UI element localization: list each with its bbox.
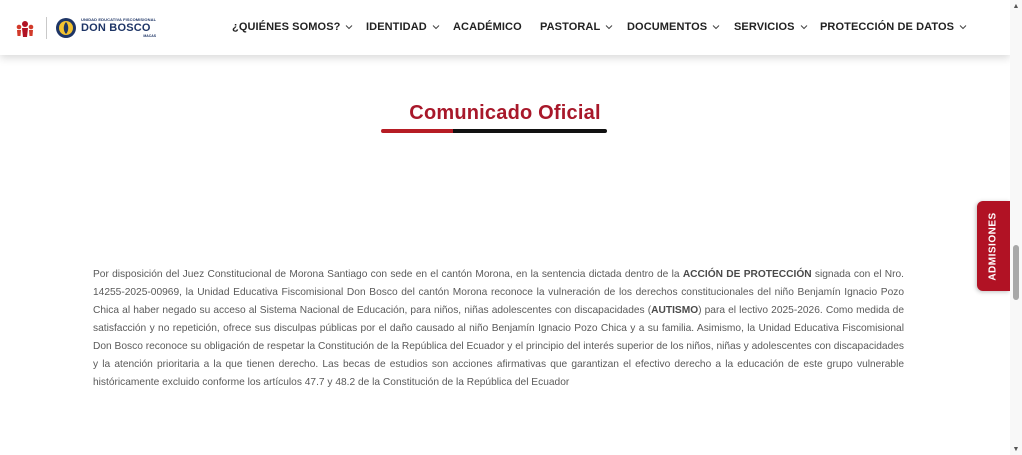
scrollbar-thumb[interactable] xyxy=(1013,245,1019,300)
paragraph-bold-text: AUTISMO xyxy=(651,305,699,317)
site-header xyxy=(0,0,1010,55)
school-city: MACAS xyxy=(143,33,157,38)
underline-black-segment xyxy=(453,129,607,133)
nav-item-pastoral[interactable] xyxy=(540,21,613,33)
nav-item-quienes-somos[interactable] xyxy=(232,21,353,33)
nav-label: ACADÉMICO xyxy=(453,21,522,33)
underline-red-segment xyxy=(381,129,453,133)
scrollbar[interactable] xyxy=(1010,0,1022,455)
page-title: Comunicado Oficial xyxy=(409,102,601,124)
paragraph-text: ) para el lectivo 2025-2026. Como medida de satisfacción y no repetición, ofrece sus disculpas públicas por el daño causado al niño Benjamín Ignacio Pozo Chica y a su familia. Asimismo, la Unidad Educativa Fiscomisional Don Bosco reconoce su obligación de respetar la Constitución de la República del Ecuador y el principio del interés superior de los niños, niñas y adolescentes con discapacidades y la atención prioritaria a la que tienen derecho. Las becas de estudios son acciones afirmativas que garantizan el efectivo derecho a la educación de este grupo vulnerable históricamente excluido conforme los artículos 47.7 y 48.2 de la Constitución de la República del Ecuador xyxy=(93,305,904,389)
nav-label: ¿QUIÉNES SOMOS? xyxy=(232,21,341,33)
scroll-down-arrow-icon[interactable]: ▼ xyxy=(1012,445,1020,453)
nav-item-proteccion-datos[interactable] xyxy=(820,21,967,33)
scroll-up-arrow-icon[interactable]: ▲ xyxy=(1012,2,1020,10)
announcement-paragraph xyxy=(93,266,904,392)
admissions-tab-label: ADMISIONES xyxy=(988,211,999,281)
school-name: DON BOSCO xyxy=(81,21,151,34)
chevron-down-icon xyxy=(432,23,440,31)
chevron-down-icon xyxy=(800,23,808,31)
nav-item-identidad[interactable] xyxy=(366,21,440,33)
chevron-down-icon xyxy=(712,23,720,31)
title-underline xyxy=(381,129,607,133)
nav-label: PASTORAL xyxy=(540,21,601,33)
chevron-down-icon xyxy=(605,23,613,31)
admissions-tab[interactable] xyxy=(977,201,1010,291)
nav-label: DOCUMENTOS xyxy=(627,21,708,33)
nav-label: SERVICIOS xyxy=(734,21,795,33)
school-type-label: UNIDAD EDUCATIVA FISCOMISIONAL xyxy=(81,16,157,22)
chevron-down-icon xyxy=(345,23,353,31)
chevron-down-icon xyxy=(959,23,967,31)
paragraph-text: signada con el Nro. 14255-2025-00969, la Unidad Educativa Fiscomisional Don Bosco del cantón Morona reconoce la vulneración de los derechos constitucionales del niño Benjamín Ignacio Pozo Chica al haber negado su acceso al Sistema Nacional de Educación, para niños, niñas adolescentes con discapacidades ( xyxy=(93,269,905,317)
nav-label: PROTECCIÓN DE DATOS xyxy=(820,21,955,33)
nav-item-documentos[interactable] xyxy=(627,21,720,33)
main-nav xyxy=(0,0,1010,55)
paragraph-text: Por disposición del Juez Constitucional de Morona Santiago con sede en el cantón Morona, en la sentencia dictada dentro de la xyxy=(93,269,683,281)
nav-label: IDENTIDAD xyxy=(366,21,427,33)
nav-item-servicios[interactable] xyxy=(734,21,808,33)
paragraph-bold-text: ACCIÓN DE PROTECCIÓN xyxy=(682,269,812,281)
nav-item-academico[interactable] xyxy=(453,21,522,33)
